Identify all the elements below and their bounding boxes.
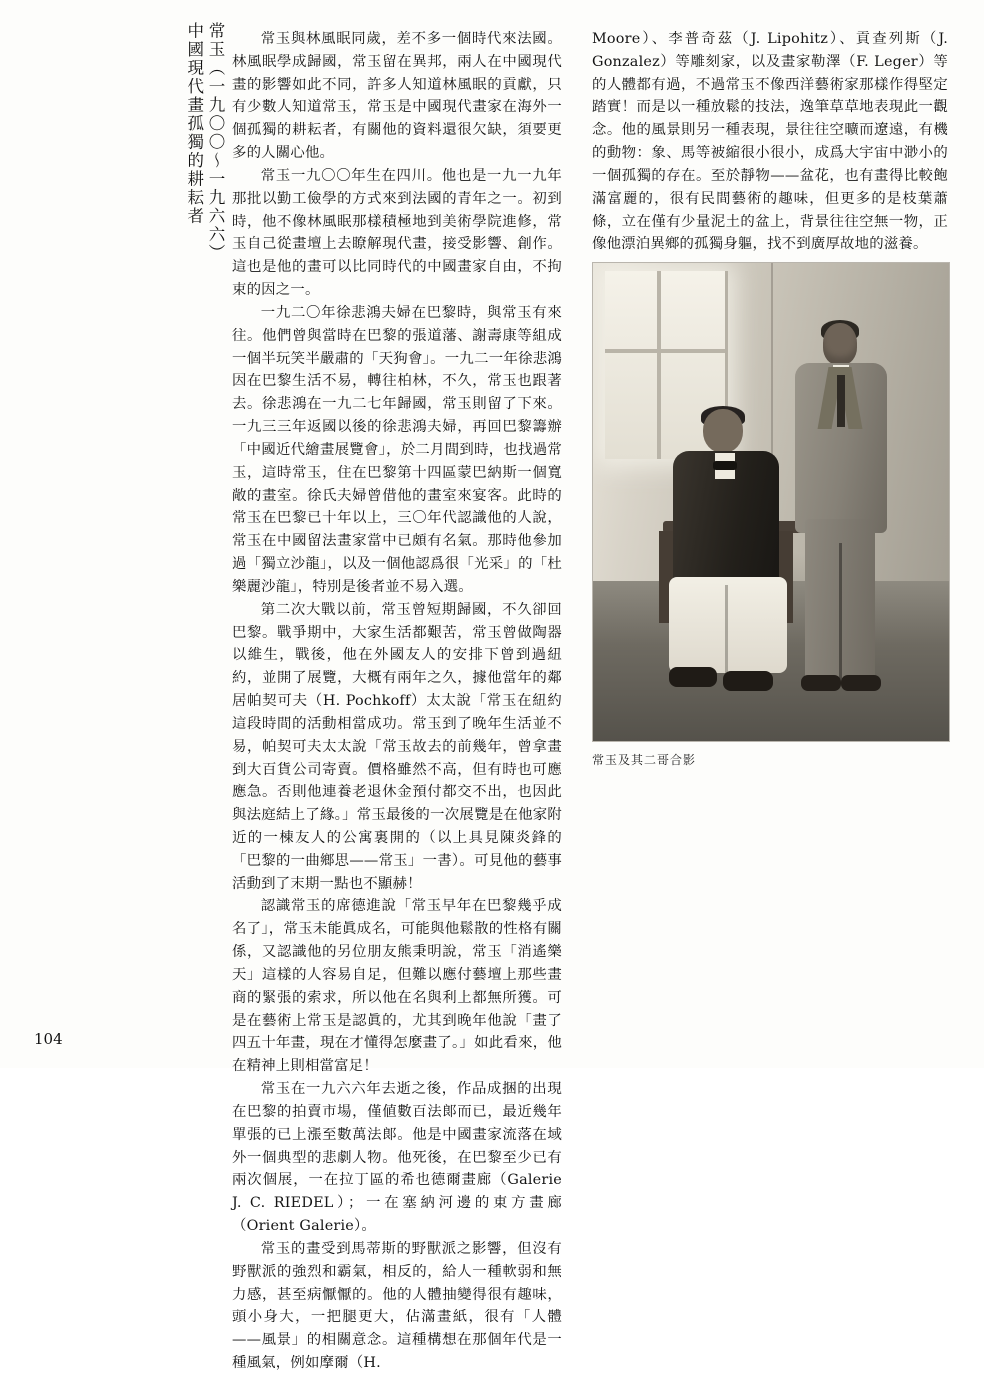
paragraph: 認識常玉的席德進說「常玉早年在巴黎幾乎成名了」，常玉未能眞成名，可能與他鬆散的性格有關係，又認識他的另位朋友熊秉明說，常玉「消遙樂天」這樣的人容易自足，但難以應付藝壇上那些畫商的緊張的索求，所以他在名與利上都無所獲。可是在藝術上常玉是認眞的，尤其到晚年他說「畫了四五十年畫，現在才懂得怎麼畫了。」如此看來，他在精神上則相當富足！ [232, 898, 562, 1075]
photograph-scene [593, 263, 949, 741]
page-number: 104 [34, 1030, 63, 1048]
seated-man-trousers [669, 577, 787, 673]
article-title-sub: 中國現代畫孤獨的耕耘者 [184, 22, 204, 226]
paragraph: 常玉與林風眠同歲，差不多一個時代來法國。林風眠學成歸國，常玉留在異邦，兩人在中國現代畫的影響如此不同，許多人知道林風眠的貢獻，只有少數人知道常玉，常玉是中國現代畫家在海外一個孤獨的耕耘者，有關他的資料還很欠缺，須要更多的人關心他。 [232, 31, 562, 162]
paragraph: Moore）、李普奇茲（J. Lipohitz）、貢查列斯（J. Gonzalez）等雕刻家，以及畫家勒澤（F. Leger）等的人體都有過，不過常玉不像西洋藝術家那樣作得堅定踏實！而是以一種放鬆的技法，逸筆草草地表現此一觀念。他的風景則另一種表現，景往往空曠而遼遠，有機的動物：象、馬等被縮很小很小，成爲大宇宙中渺小的一個孤獨的存在。至於靜物——盆花，也有畫得比較飽滿富麗的，很有民間藝術的趣味，但更多的是枝葉蕭條，立在僅有少量泥土的盆上，背景往往空無一物，正像他漂泊異鄉的孤獨身軀，找不到廣厚故地的滋養。 [592, 31, 948, 253]
seated-man-shoe-left [669, 667, 717, 687]
standing-man-figure [789, 323, 893, 709]
photograph-image [592, 262, 950, 742]
seated-man-leg-seam [725, 585, 728, 673]
paragraph: 常玉在一九六六年去逝之後，作品成捆的出現在巴黎的拍賣市場，僅値數百法郞而已，最近幾年單張的已上漲至數萬法郞。他是中國畫家流落在域外一個典型的悲劇人物。他死後，在巴黎至少已有兩次個展，一在拉丁區的希也德爾畫廊（Galerie J. C. RIEDEL）；一在塞納河邊的東方畫廊（Orient Galerie）。 [232, 1081, 562, 1235]
body-column-left [232, 28, 562, 1375]
seated-man-figure [667, 409, 797, 711]
article-vertical-title [150, 22, 224, 302]
body-column-right [592, 28, 948, 256]
standing-man-shoe-right [841, 675, 881, 691]
seated-man-shoe-right [723, 671, 773, 691]
standing-man-necktie [837, 375, 845, 427]
paragraph: 常玉一九〇〇年生在四川。他也是一九一九年那批以勤工儉學的方式來到法國的青年之一。初到時，他不像林風眠那樣積極地到美術學院進修，常玉自己從畫壇上去瞭解現代畫，接受影響、創作。這也是他的畫可以比同時代的中國畫家自由，不拘束的因之一。 [232, 167, 562, 299]
photograph-figure [592, 262, 948, 768]
seated-man-bowtie [713, 461, 737, 470]
standing-man-head [823, 323, 857, 365]
standing-man-leg-seam [839, 543, 842, 679]
standing-man-shoe-left [801, 675, 841, 691]
article-title-main: 常玉（一九〇〇～一九六六） [206, 22, 225, 263]
seated-man-head [703, 409, 743, 453]
paragraph: 常玉的畫受到馬蒂斯的野獸派之影響，但沒有野獸派的強烈和霸氣，相反的，給人一種軟弱和無力感，甚至病懨懨的。他的人體抽變得很有趣味，頭小身大，一把腿更大，佔滿畫紙，很有「人體——風景」的相關意念。這種構想在那個年代是一種風氣，例如摩爾（H. [232, 1240, 562, 1372]
paragraph: 第二次大戰以前，常玉曾短期歸國，不久卻回巴黎。戰爭期中，大家生活都艱苦，常玉曾做陶器以維生，戰後，他在外國友人的安排下曾到過紐約，並開了展覽，大概有兩年之久，據他當年的鄰居帕契可夫（H. Pochkoff）太太說「常玉在紐約這段時間的活動相當成功。常玉到了晚年生活並不易，帕契可夫太太說「常玉故去的前幾年，曾拿畫到大百貨公司寄賣。價格雖然不高，但有時也可應應急。否則他連養老退休金預付都交不出，也因此與法庭結上了緣。」常玉最後的一次展覽是在他家附近的一棟友人的公寓裏開的（以上具見陳炎鋒的「巴黎的一曲鄉思——常玉」一書）。可見他的藝事活動到了末期一點也不顯赫！ [232, 601, 562, 892]
photograph-caption: 常玉及其二哥合影 [592, 753, 697, 767]
paragraph: 一九二〇年徐悲鴻夫婦在巴黎時，與常玉有來往。他們曾與當時在巴黎的張道藩、謝壽康等組成一個半玩笑半嚴肅的「天狗會」。一九二一年徐悲鴻因在巴黎生活不易，轉往柏林，不久，常玉也跟著去。徐悲鴻在一九二七年歸國，常玉則留了下來。一九三三年返國以後的徐悲鴻夫婦，再回巴黎籌辦「中國近代繪畫展覽會」，於二月間到時，也找過常玉，這時常玉，住在巴黎第十四區蒙巴納斯一個寬敞的畫室。徐氏夫婦曾借他的畫室來宴客。此時的常玉在巴黎已十年以上，三〇年代認識他的人說，常玉在中國留法畫家當中已頗有名氣。那時他參加過「獨立沙龍」，以及一個他認爲很「光采」的「杜樂麗沙龍」，特別是後者並不易入選。 [232, 304, 562, 595]
